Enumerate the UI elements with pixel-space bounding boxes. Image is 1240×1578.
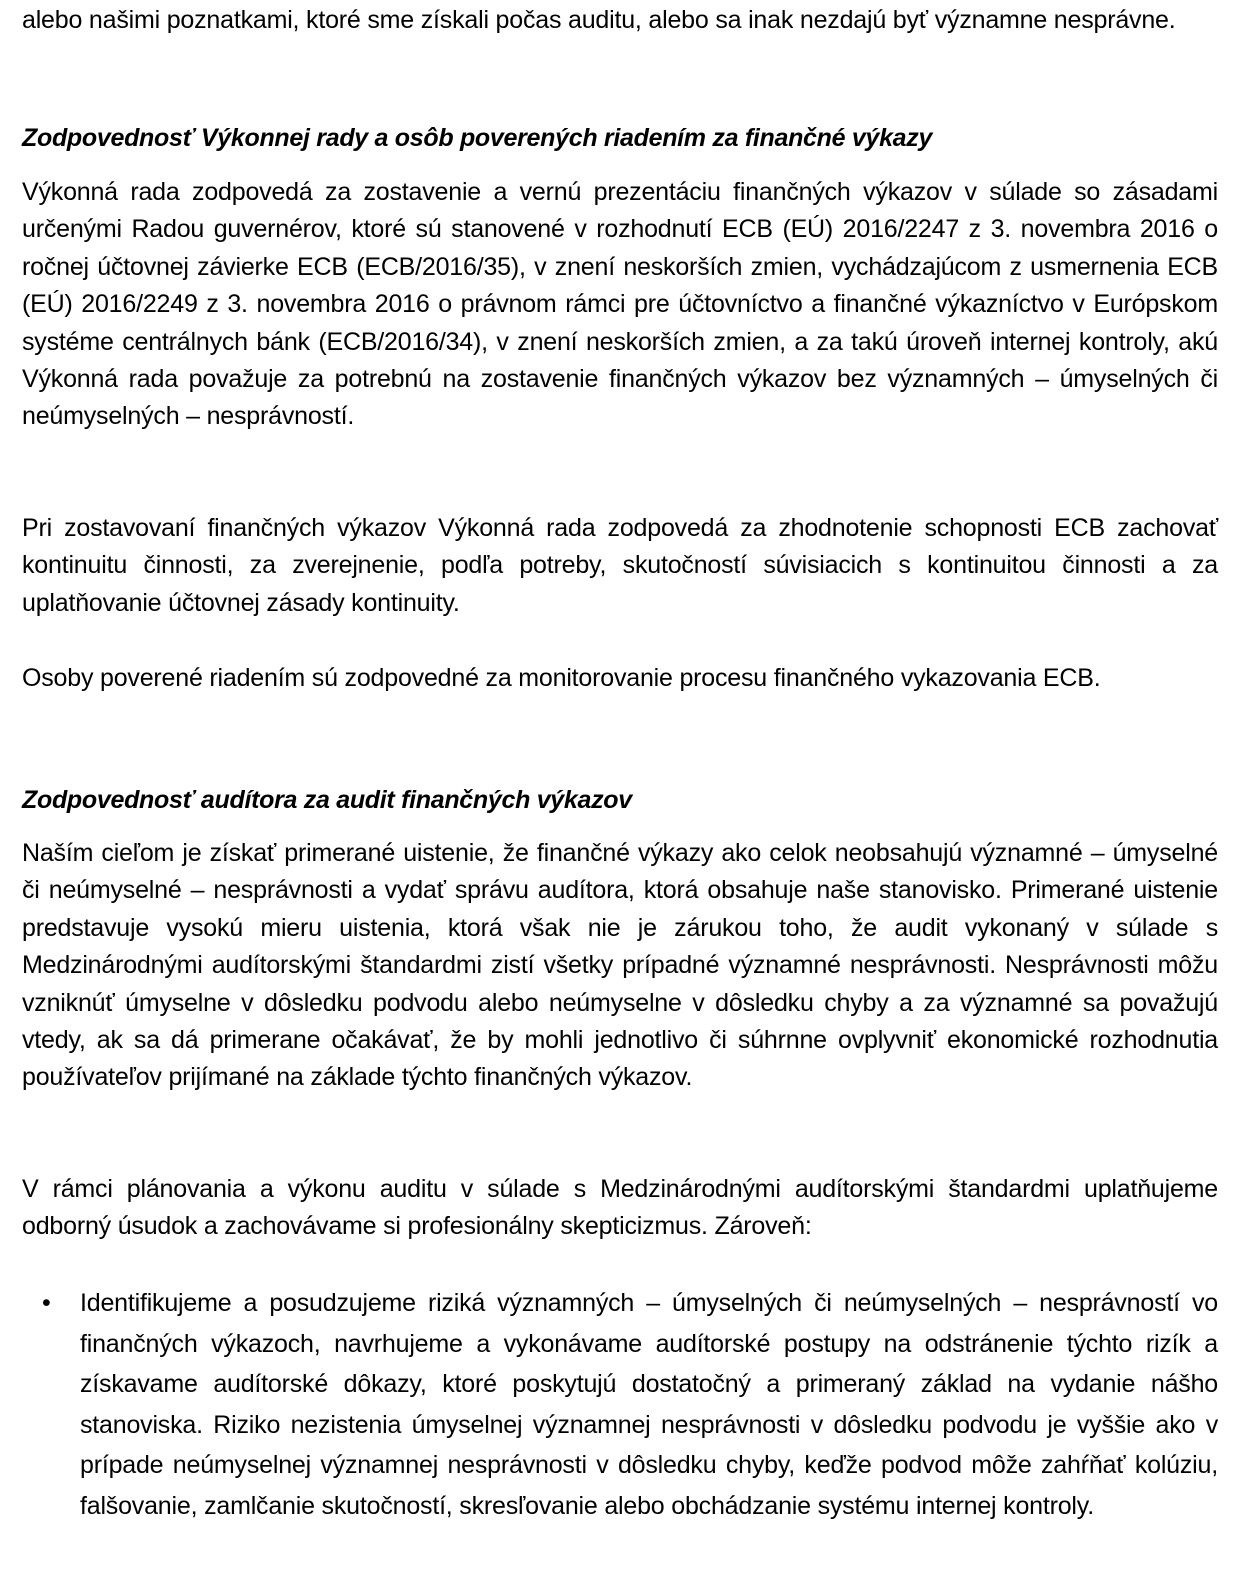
section-heading-executive-board-responsibility: Zodpovednosť Výkonnej rady a osôb poverených riadením za finančné výkazy [22, 124, 933, 152]
paragraph-governance-oversight: Osoby poverené riadením sú zodpovedné za monitorovanie procesu finančného vykazovania ECB. [22, 664, 1101, 692]
paragraph-audit-planning: V rámci plánovania a výkonu auditu v súlade s Medzinárodnými audítorskými štandardmi uplatňujeme odborný úsudok a zachovávame si profesionálny skepticizmus. Zároveň: [22, 1175, 1218, 1241]
section-heading-auditor-responsibility: Zodpovednosť audítora za audit finančných výkazov [22, 786, 632, 814]
bullet-item-text: Identifikujeme a posudzujeme riziká významných – úmyselných či neúmyselných – nesprávností vo finančných výkazoch, navrhujeme a vykonávame audítorské postupy na odstránenie týchto rizík a získavame audítorské dôkazy, ktoré poskytujú dostatočný a primeraný základ na vydanie nášho stanoviska. Riziko nezistenia úmyselnej významnej nesprávnosti v dôsledku podvodu je vyššie ako v prípade neúmyselnej významnej nesprávnosti v dôsledku chyby, keďže podvod môže zahŕňať kolúziu, falšovanie, zamlčanie skutočností, skresľovanie alebo obchádzanie systému internej kontroly. [80, 1289, 1218, 1520]
paragraph-executive-board-responsibility: Výkonná rada zodpovedá za zostavenie a vernú prezentáciu finančných výkazov v súlade so zásadami určenými Radou guvernérov, ktoré sú stanovené v rozhodnutí ECB (EÚ) 2016/2247 z 3. novembra 2016 o ročnej účtovnej závierke ECB (ECB/2016/35), v znení neskorších zmien, vychádzajúcom z usmernenia ECB (EÚ) 2016/2249 z 3. novembra 2016 o právnom rámci pre účtovníctvo a finančné výkazníctvo v Európskom systéme centrálnych bánk (ECB/2016/34), v znení neskorších zmien, a za takú úroveň internej kontroly, akú Výkonná rada považuje za potrebnú na zostavenie finančných výkazov bez významných – úmyselných či neúmyselných – nesprávností. [22, 178, 1218, 431]
paragraph-audit-objective: Naším cieľom je získať primerané uistenie, že finančné výkazy ako celok neobsahujú významné – úmyselné či neúmyselné – nesprávnosti a vydať správu audítora, ktorá obsahuje naše stanovisko. Primerané uistenie predstavuje vysokú mieru uistenia, ktorá však nie je zárukou toho, že audit vykonaný v súlade s Medzinárodnými audítorskými štandardmi zistí všetky prípadné významné nesprávnosti. Nesprávnosti môžu vzniknúť úmyselne v dôsledku podvodu alebo neúmyselne v dôsledku chyby a za významné sa považujú vtedy, ak sa dá primerane očakávať, že by mohli jednotlivo či súhrnne ovplyvniť ekonomické rozhodnutia používateľov prijímané na základe týchto finančných výkazov. [22, 839, 1218, 1092]
paragraph-continuation: alebo našimi poznatkami, ktoré sme získali počas auditu, alebo sa inak nezdajú byť významne nesprávne. [22, 6, 1176, 34]
paragraph-going-concern: Pri zostavovaní finančných výkazov Výkonná rada zodpovedá za zhodnotenie schopnosti ECB zachovať kontinuitu činnosti, za zverejnenie, podľa potreby, skutočností súvisiacich s kontinuitou činnosti a za uplatňovanie účtovnej zásady kontinuity. [22, 514, 1218, 617]
bullet-marker-icon: • [42, 1289, 51, 1317]
